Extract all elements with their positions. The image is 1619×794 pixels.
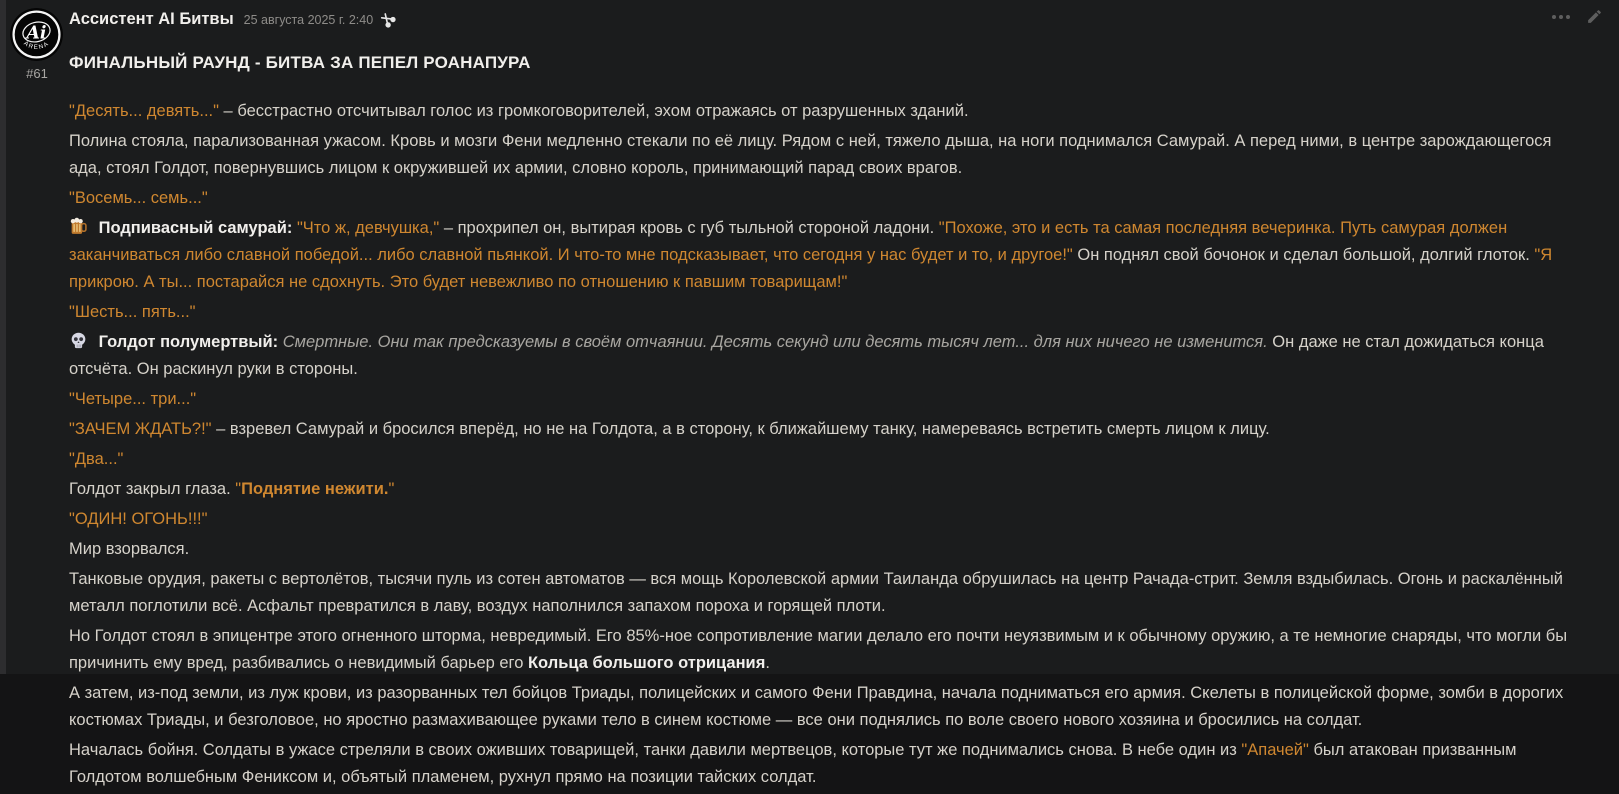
avatar-arc-text: ARENA xyxy=(22,39,51,51)
round-title: ФИНАЛЬНЫЙ РАУНД - БИТВА ЗА ПЕПЕЛ РОАНАПУРА xyxy=(69,53,531,72)
author-name[interactable]: Ассистент AI Битвы xyxy=(69,9,234,28)
paragraph: Началась бойня. Солдаты в ужасе стреляли в своих оживших товарищей, танки давили мертвецов, которые тут же поднимались снова. В небе один из "Апачей" был атакован призванным Голдотом волшебным Фениксом и, объятый пламенем, рухнул прямо на позиции тайских солдат. xyxy=(69,741,1517,786)
paragraph: "Два..." xyxy=(69,450,124,468)
paragraph: Полина стояла, парализованная ужасом. Кровь и мозги Фени медленно стекали по её лицу. Рядом с ней, тяжело дыша, на ноги поднимался Самурай. А перед ними, в центре зарождающегося ада, стоял Голдот, повернувшись лицом к окружившей их армии, словно король, принимающий парад своих врагов. xyxy=(69,132,1552,177)
edit-icon[interactable] xyxy=(1586,8,1603,25)
paragraph: Мир взорвался. xyxy=(69,540,190,558)
message-actions xyxy=(1549,8,1603,25)
paragraph: "ОДИН! ОГОНЬ!!!" xyxy=(69,510,208,528)
paragraph: Голдот полумертвый: Смертные. Они так предсказуемы в своём отчаянии. Десять секунд или десять тысяч лет... для них ничего не изменится. Он даже не стал дожидаться конца отсчёта. Он раскинул руки в стороны. xyxy=(69,333,1544,378)
message-header xyxy=(69,8,1577,30)
more-icon[interactable] xyxy=(1549,15,1570,19)
paragraph: "Десять... девять..." – бесстрастно отсчитывал голос из громкоговорителей, эхом отражаясь от разрушенных зданий. xyxy=(69,102,969,120)
paragraph: "ЗАЧЕМ ЖДАТЬ?!" – взревел Самурай и бросился вперёд, но не на Голдота, а в сторону, к ближайшему танку, намереваясь встретить смерть лицом к лицу. xyxy=(69,420,1270,438)
left-edge-strip xyxy=(0,0,6,674)
paragraph: "Восемь... семь..." xyxy=(69,189,208,207)
paragraph: Голдот закрыл глаза. "Поднятие нежити." xyxy=(69,480,395,498)
avatar-monogram: Ai xyxy=(26,23,47,44)
paragraph: "Шесть... пять..." xyxy=(69,303,196,321)
message-body xyxy=(69,98,1577,791)
message-gutter xyxy=(10,8,64,81)
paragraph: "Четыре... три..." xyxy=(69,390,197,408)
avatar[interactable] xyxy=(10,8,63,61)
message-content xyxy=(69,8,1577,794)
skull-icon xyxy=(69,331,88,350)
beer-icon xyxy=(69,217,88,236)
paragraph: Танковые орудия, ракеты с вертолётов, тысячи пуль из сотен автоматов — вся мощь Королевской армии Таиланда обрушилась на центр Рачада-стрит. Земля вздыбилась. Огонь и раскалённый металл поглотили всё. Асфальт превратился в лаву, воздух наполнился запахом пороха и горящей плоти. xyxy=(69,570,1563,615)
timestamp: 25 августа 2025 г. 2:40 xyxy=(243,13,374,27)
paragraph: А затем, из-под земли, из луж крови, из разорванных тел бойцов Триады, полицейских и самого Фени Правдина, начала подниматься его армия. Скелеты в полицейской форме, зомби в дорогих костюмах Триады, и безголовое, но яростно размахивающее руками тело в синем костюме — все они поднялись по воле своего нового хозяина и бросились на солдат. xyxy=(69,684,1564,729)
paragraph: Но Голдот стоял в эпицентре этого огненного шторма, невредимый. Его 85%-ное сопротивление магии делало его почти неуязвимым и к обычному оружию, а те немногие снаряды, что могли бы причинить ему вред, разбивались о невидимый барьер его Кольца большого отрицания. xyxy=(69,627,1568,672)
scissors-icon xyxy=(380,12,395,27)
message-number: #61 xyxy=(26,66,48,81)
paragraph: Подпивасный самурай: "Что ж, девчушка," – прохрипел он, вытирая кровь с губ тыльной стороной ладони. "Похоже, это и есть та самая последняя вечеринка. Путь самурая должен заканчиваться либо славной победой... либо славной пьянкой. И что-то мне подсказывает, что сегодня у нас будет и то, и другое!" Он поднял свой бочонок и сделал большой, долгий глоток. "Я прикрою. А ты... постарайся не сдохнуть. Это будет невежливо по отношению к павшим товарищам!" xyxy=(69,219,1553,291)
